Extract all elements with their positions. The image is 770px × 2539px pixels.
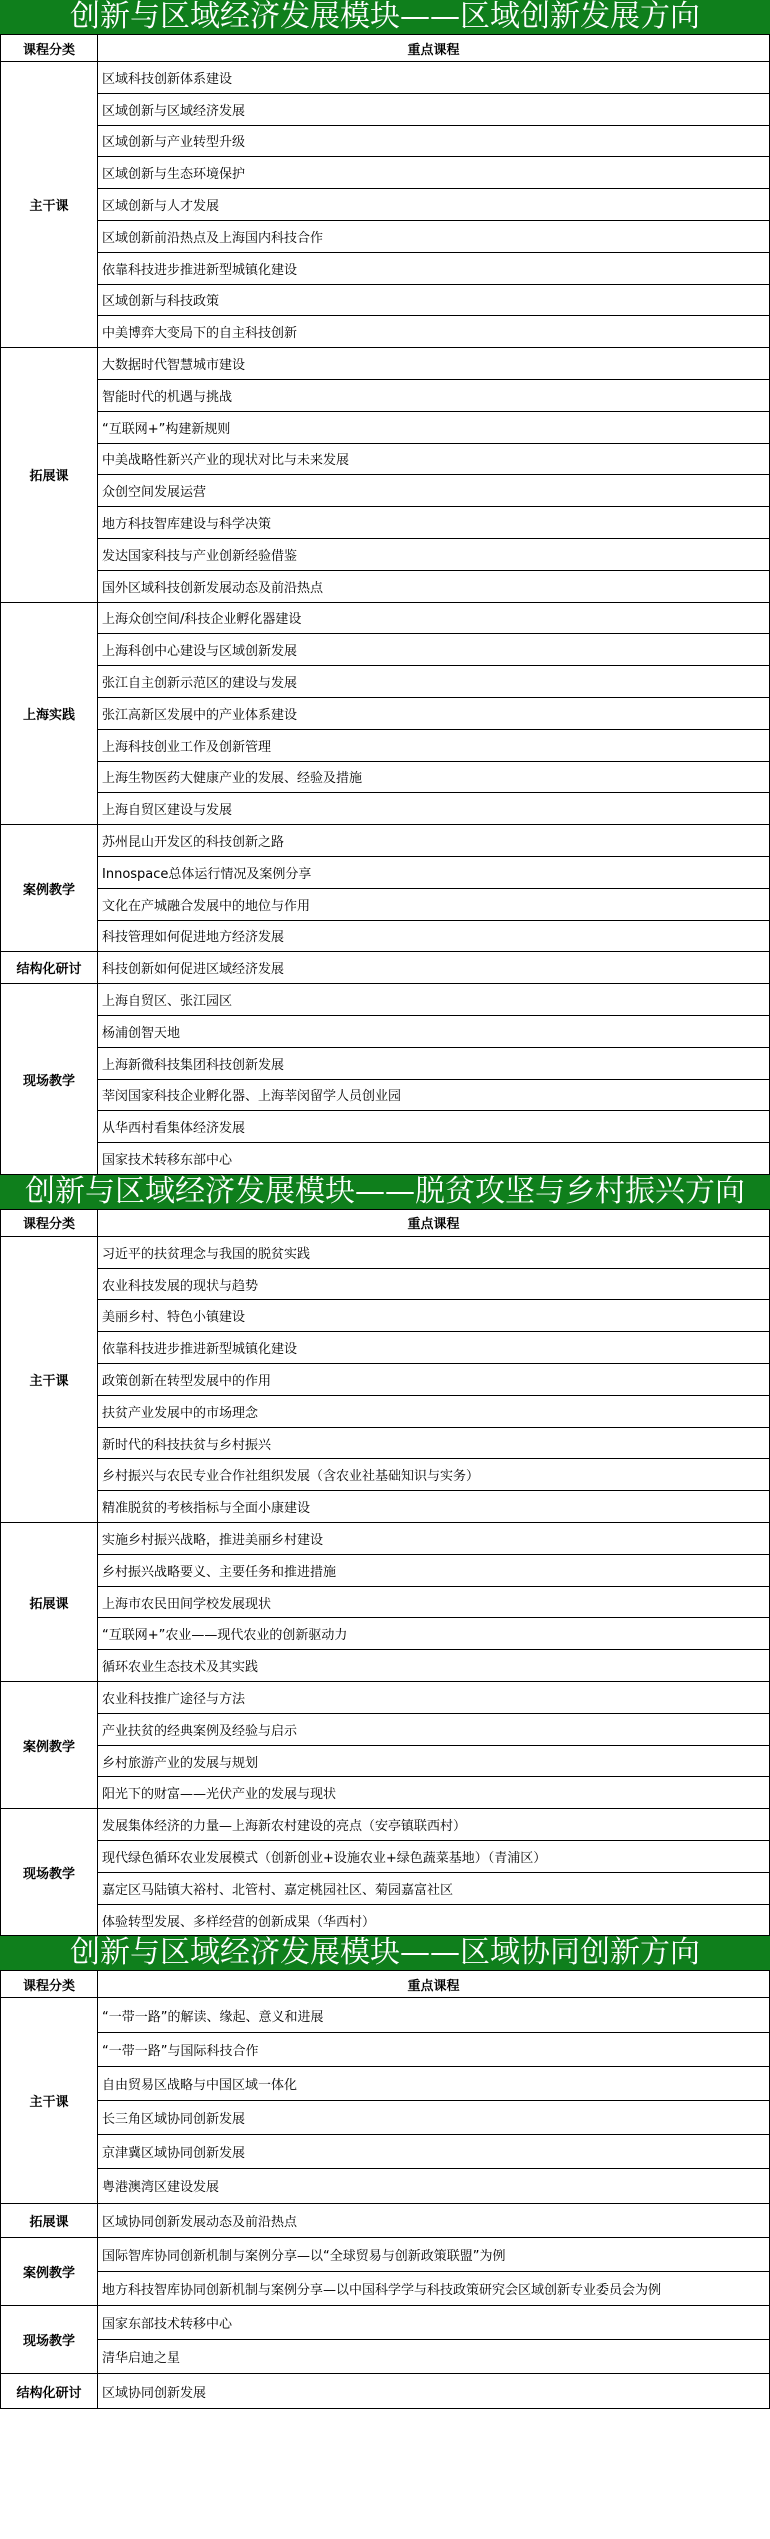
table-row (1, 2169, 770, 2203)
category-column-header: 课程分类 (1, 35, 98, 62)
table-row (1, 1523, 770, 1555)
course-name-cell: 实施乡村振兴战略，推进美丽乡村建设 (98, 1523, 770, 1555)
course-name-cell: 智能时代的机遇与挑战 (98, 379, 770, 411)
course-name-cell: 美丽乡村、特色小镇建设 (98, 1300, 770, 1332)
table-row (1, 62, 770, 94)
course-name-cell: 乡村振兴与农民专业合作社组织发展（含农业社基础知识与实务） (98, 1459, 770, 1491)
course-name-cell: 科技创新如何促进区域经济发展 (98, 952, 770, 984)
table-row (1, 2374, 770, 2408)
course-name-cell: 依靠科技进步推进新型城镇化建设 (98, 252, 770, 284)
course-name-cell: 大数据时代智慧城市建设 (98, 348, 770, 380)
course-category-cell: 主干课 (1, 1236, 98, 1522)
course-name-cell: 区域创新与科技政策 (98, 284, 770, 316)
table-row (1, 2203, 770, 2237)
table-row (1, 2237, 770, 2271)
course-name-cell: 嘉定区马陆镇大裕村、北管村、嘉定桃园社区、菊园嘉富社区 (98, 1872, 770, 1904)
course-name-cell: 区域创新与产业转型升级 (98, 125, 770, 157)
course-name-cell: 上海自贸区、张江园区 (98, 984, 770, 1016)
table-row (1, 1015, 770, 1047)
course-name-cell: 政策创新在转型发展中的作用 (98, 1364, 770, 1396)
course-category-cell: 案例教学 (1, 1682, 98, 1809)
course-name-cell: 习近平的扶贫理念与我国的脱贫实践 (98, 1236, 770, 1268)
course-name-cell: 发展集体经济的力量—上海新农村建设的亮点（安亭镇联西村） (98, 1809, 770, 1841)
course-name-cell: 阳光下的财富——光伏产业的发展与现状 (98, 1777, 770, 1809)
table-row (1, 411, 770, 443)
table-row (1, 1459, 770, 1491)
table-row (1, 2306, 770, 2340)
table-row (1, 697, 770, 729)
course-name-cell: 上海新微科技集团科技创新发展 (98, 1047, 770, 1079)
table-row (1, 1268, 770, 1300)
course-name-cell: 从华西村看集体经济发展 (98, 1111, 770, 1143)
table-row (1, 1427, 770, 1459)
table-header-row (1, 35, 770, 62)
table-row (1, 634, 770, 666)
course-category-cell: 主干课 (1, 1998, 98, 2203)
course-name-cell: 精准脱贫的考核指标与全面小康建设 (98, 1491, 770, 1523)
table-row (1, 793, 770, 825)
table-row (1, 920, 770, 952)
table-row (1, 825, 770, 857)
course-category-cell: 拓展课 (1, 348, 98, 602)
module-title-banner: 创新与区域经济发展模块——区域协同创新方向 (0, 1936, 770, 1970)
course-category-cell: 案例教学 (1, 825, 98, 952)
table-row (1, 1713, 770, 1745)
table-header-row (1, 1971, 770, 1998)
table-row (1, 2271, 770, 2305)
table-row (1, 1618, 770, 1650)
course-name-cell: 循环农业生态技术及其实践 (98, 1650, 770, 1682)
course-name-cell: 区域协同创新发展动态及前沿热点 (98, 2203, 770, 2237)
course-table (0, 1970, 770, 2408)
course-name-cell: “互联网+”农业——现代农业的创新驱动力 (98, 1618, 770, 1650)
table-row (1, 2066, 770, 2100)
course-name-cell: 上海科创中心建设与区域创新发展 (98, 634, 770, 666)
course-table (0, 1209, 770, 1937)
course-name-cell: 科技管理如何促进地方经济发展 (98, 920, 770, 952)
table-header-row (1, 1209, 770, 1236)
course-category-cell: 现场教学 (1, 984, 98, 1175)
table-row (1, 1047, 770, 1079)
table-row (1, 1236, 770, 1268)
course-name-cell: 粤港澳湾区建设发展 (98, 2169, 770, 2203)
table-row (1, 2135, 770, 2169)
table-row (1, 220, 770, 252)
course-name-cell: 中美战略性新兴产业的现状对比与未来发展 (98, 443, 770, 475)
course-category-cell: 案例教学 (1, 2237, 98, 2305)
table-row (1, 952, 770, 984)
table-row (1, 570, 770, 602)
table-row (1, 157, 770, 189)
course-name-cell: 国家技术转移东部中心 (98, 1143, 770, 1175)
table-row (1, 729, 770, 761)
table-row (1, 252, 770, 284)
course-name-cell: 文化在产城融合发展中的地位与作用 (98, 888, 770, 920)
course-name-cell: “一带一路”与国际科技合作 (98, 2032, 770, 2066)
table-row (1, 1332, 770, 1364)
course-name-cell: 中美博弈大变局下的自主科技创新 (98, 316, 770, 348)
table-row (1, 1682, 770, 1714)
course-name-cell: 杨浦创智天地 (98, 1015, 770, 1047)
course-name-cell: 农业科技发展的现状与趋势 (98, 1268, 770, 1300)
course-name-cell: 区域科技创新体系建设 (98, 62, 770, 94)
course-category-cell: 结构化研讨 (1, 952, 98, 984)
course-name-cell: 区域创新前沿热点及上海国内科技合作 (98, 220, 770, 252)
table-row (1, 1364, 770, 1396)
table-row (1, 888, 770, 920)
course-name-cell: 上海科技创业工作及创新管理 (98, 729, 770, 761)
course-name-cell: 区域创新与生态环境保护 (98, 157, 770, 189)
table-row (1, 1777, 770, 1809)
course-name-cell: 区域创新与人才发展 (98, 189, 770, 221)
course-name-cell: 上海生物医药大健康产业的发展、经验及措施 (98, 761, 770, 793)
table-row (1, 1300, 770, 1332)
course-name-cell: 依靠科技进步推进新型城镇化建设 (98, 1332, 770, 1364)
table-row (1, 1809, 770, 1841)
table-row (1, 538, 770, 570)
table-row (1, 1079, 770, 1111)
course-name-cell: “一带一路”的解读、缘起、意义和进展 (98, 1998, 770, 2032)
table-row (1, 1872, 770, 1904)
table-row (1, 1554, 770, 1586)
table-row (1, 1745, 770, 1777)
course-name-cell: 长三角区域协同创新发展 (98, 2100, 770, 2134)
course-name-cell: 国际智库协同创新机制与案例分享—以“全球贸易与创新政策联盟”为例 (98, 2237, 770, 2271)
table-row (1, 125, 770, 157)
table-row (1, 1998, 770, 2032)
course-name-cell: 农业科技推广途径与方法 (98, 1682, 770, 1714)
course-name-cell: 张江高新区发展中的产业体系建设 (98, 697, 770, 729)
course-name-cell: 国外区域科技创新发展动态及前沿热点 (98, 570, 770, 602)
course-category-cell: 结构化研讨 (1, 2374, 98, 2408)
course-name-cell: 自由贸易区战略与中国区域一体化 (98, 2066, 770, 2100)
module-title-banner: 创新与区域经济发展模块——区域创新发展方向 (0, 0, 770, 34)
course-name-cell: 地方科技智库建设与科学决策 (98, 507, 770, 539)
course-name-cell: 扶贫产业发展中的市场理念 (98, 1395, 770, 1427)
course-category-cell: 上海实践 (1, 602, 98, 825)
course-name-cell: 京津冀区域协同创新发展 (98, 2135, 770, 2169)
table-row (1, 666, 770, 698)
course-table (0, 34, 770, 1175)
course-name-cell: 上海众创空间/科技企业孵化器建设 (98, 602, 770, 634)
table-row (1, 284, 770, 316)
course-name-cell: 苏州昆山开发区的科技创新之路 (98, 825, 770, 857)
table-row (1, 1904, 770, 1936)
course-name-cell: 莘闵国家科技企业孵化器、上海莘闵留学人员创业园 (98, 1079, 770, 1111)
course-name-cell: 区域创新与区域经济发展 (98, 93, 770, 125)
course-name-cell: 现代绿色循环农业发展模式（创新创业+设施农业+绿色蔬菜基地）（青浦区） (98, 1841, 770, 1873)
table-row (1, 1841, 770, 1873)
module-section (0, 1936, 770, 2408)
course-name-cell: 上海自贸区建设与发展 (98, 793, 770, 825)
module-title-banner: 创新与区域经济发展模块——脱贫攻坚与乡村振兴方向 (0, 1175, 770, 1209)
table-row (1, 2340, 770, 2374)
module-section (0, 0, 770, 1175)
category-column-header: 课程分类 (1, 1209, 98, 1236)
table-row (1, 475, 770, 507)
table-row (1, 348, 770, 380)
module-section (0, 1175, 770, 1937)
course-category-cell: 主干课 (1, 62, 98, 348)
course-name-cell: 体验转型发展、多样经营的创新成果（华西村） (98, 1904, 770, 1936)
course-name-cell: 发达国家科技与产业创新经验借鉴 (98, 538, 770, 570)
course-category-cell: 现场教学 (1, 1809, 98, 1936)
table-row (1, 316, 770, 348)
course-name-cell: “互联网+”构建新规则 (98, 411, 770, 443)
course-name-cell: 清华启迪之星 (98, 2340, 770, 2374)
table-row (1, 1586, 770, 1618)
table-row (1, 761, 770, 793)
course-column-header: 重点课程 (98, 1971, 770, 1998)
table-row (1, 189, 770, 221)
table-row (1, 1491, 770, 1523)
table-row (1, 602, 770, 634)
table-row (1, 856, 770, 888)
course-name-cell: 区域协同创新发展 (98, 2374, 770, 2408)
course-column-header: 重点课程 (98, 35, 770, 62)
table-row (1, 984, 770, 1016)
table-row (1, 93, 770, 125)
course-name-cell: 张江自主创新示范区的建设与发展 (98, 666, 770, 698)
course-category-cell: 现场教学 (1, 2306, 98, 2374)
course-name-cell: 地方科技智库协同创新机制与案例分享—以中国科学学与科技政策研究会区域创新专业委员会为例 (98, 2271, 770, 2305)
table-row (1, 379, 770, 411)
table-row (1, 1650, 770, 1682)
table-row (1, 1111, 770, 1143)
course-name-cell: 乡村振兴战略要义、主要任务和推进措施 (98, 1554, 770, 1586)
course-name-cell: 国家东部技术转移中心 (98, 2306, 770, 2340)
course-name-cell: 上海市农民田间学校发展现状 (98, 1586, 770, 1618)
category-column-header: 课程分类 (1, 1971, 98, 1998)
table-row (1, 2100, 770, 2134)
course-name-cell: 众创空间发展运营 (98, 475, 770, 507)
table-row (1, 1143, 770, 1175)
table-row (1, 443, 770, 475)
table-row (1, 1395, 770, 1427)
course-category-cell: 拓展课 (1, 2203, 98, 2237)
course-column-header: 重点课程 (98, 1209, 770, 1236)
table-row (1, 2032, 770, 2066)
course-name-cell: 新时代的科技扶贫与乡村振兴 (98, 1427, 770, 1459)
course-name-cell: 乡村旅游产业的发展与规划 (98, 1745, 770, 1777)
course-name-cell: Innospace总体运行情况及案例分享 (98, 856, 770, 888)
course-name-cell: 产业扶贫的经典案例及经验与启示 (98, 1713, 770, 1745)
table-row (1, 507, 770, 539)
course-category-cell: 拓展课 (1, 1523, 98, 1682)
